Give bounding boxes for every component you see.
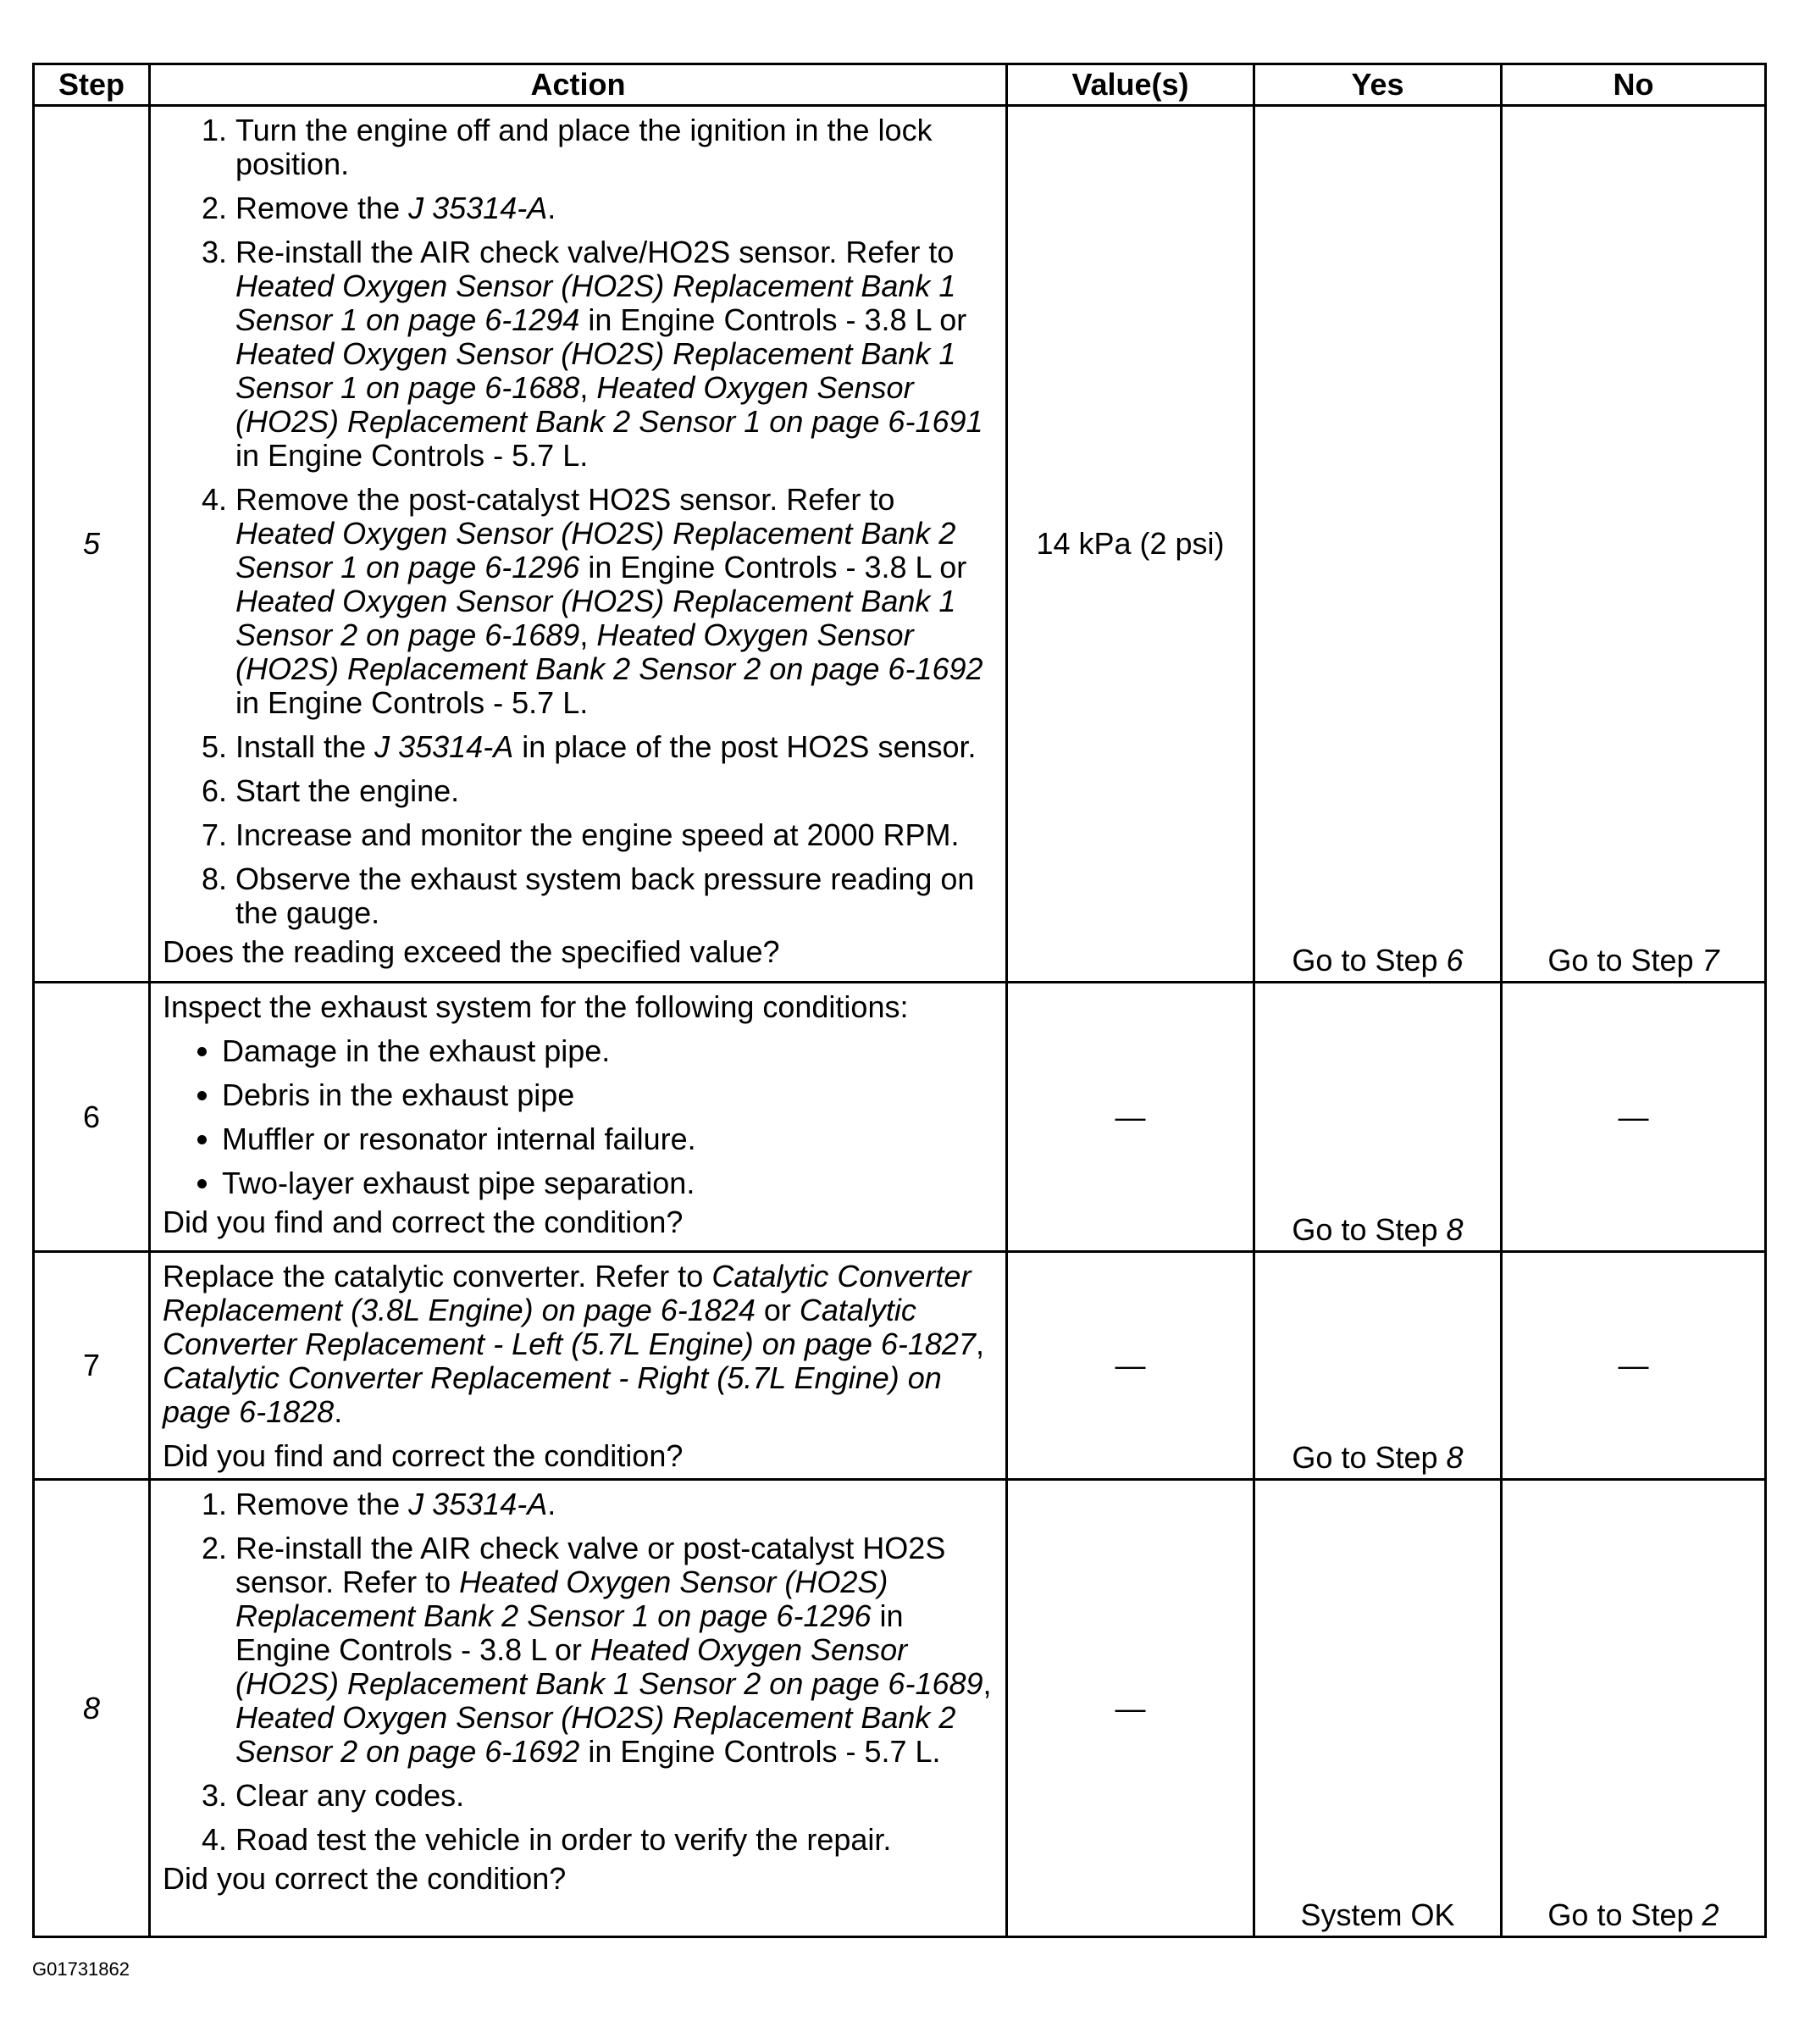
list-item: • Muffler or resonator internal failure. [222,1122,994,1156]
reference-link: Catalytic Converter Replacement (3.8L Engine) on page 6-1824 [163,1259,971,1327]
no-cell: — [1502,983,1766,1252]
table-row-step-7 [34,1252,1766,1480]
no-cell: Go to Step 2 [1502,1480,1766,1937]
action-list [163,1487,994,1857]
no-cell: — [1502,1252,1766,1480]
step-number: 6 [34,983,150,1252]
table-row-step-6 [34,983,1766,1252]
yes-cell: Go to Step 8 [1254,1252,1502,1480]
reference-link: Heated Oxygen Sensor (HO2S) Replacement Bank 2 Sensor 1 on page 6-1296 [235,516,956,584]
action-cell [150,1480,1007,1937]
list-item: 6. Start the engine. [235,774,994,808]
value-cell: 14 kPa (2 psi) [1007,106,1254,983]
list-item: 5. Install the J 35314-A in place of the post HO2S sensor. [235,730,994,764]
question-text: Does the reading exceed the specified value? [163,934,780,969]
value-cell: — [1007,1480,1254,1937]
header-values: Value(s) [1007,64,1254,106]
no-cell: Go to Step 7 [1502,106,1766,983]
reference-link: Heated Oxygen Sensor (HO2S) Replacement Bank 2 Sensor 2 on page 6-1692 [235,618,983,686]
reference-link: Heated Oxygen Sensor (HO2S) Replacement Bank 2 Sensor 1 on page 6-1296 [235,1565,888,1633]
yes-cell: System OK [1254,1480,1502,1937]
list-item: 8. Observe the exhaust system back pressure reading on the gauge. [235,862,994,930]
diagnostic-table [32,63,1767,1938]
list-item: • Debris in the exhaust pipe [222,1078,994,1112]
value-cell: — [1007,983,1254,1252]
header-yes: Yes [1254,64,1502,106]
action-cell [150,106,1007,983]
table-row-step-5 [34,106,1766,983]
table-row-step-8 [34,1480,1766,1937]
reference-link: Heated Oxygen Sensor (HO2S) Replacement Bank 2 Sensor 2 on page 6-1692 [235,1700,956,1769]
list-item: 2. Remove the J 35314-A. [235,191,994,225]
action-cell: Replace the catalytic converter. Refer to Catalytic Converter Replacement (3.8L Engine) on page 6-1824 or Catalytic Converter Replacement - Left (5.7L Engine) on page 6-1827, Catalytic Converter Replacement - Right (5.7L Engine) on page 6-1828. Did you find and correct the condition? [150,1252,1007,1480]
reference-link: Catalytic Converter Replacement - Left (5.7L Engine) on page 6-1827 [163,1293,976,1361]
list-item: • Two-layer exhaust pipe separation. [222,1166,994,1200]
header-action: Action [150,64,1007,106]
intro-text: Inspect the exhaust system for the following conditions: [163,989,909,1024]
reference-link: Heated Oxygen Sensor (HO2S) Replacement Bank 1 Sensor 1 on page 6-1688 [235,336,956,405]
header-row [34,64,1766,106]
list-item: 2. Re-install the AIR check valve or post-catalyst HO2S sensor. Refer to Heated Oxygen Sensor (HO2S) Replacement Bank 2 Sensor 1 on page 6-1296 in Engine Controls - 3.8 L or Heated Oxygen Sensor (HO2S) Replacement Bank 1 Sensor 2 on page 6-1689, Heated Oxygen Sensor (HO2S) Replacement Bank 2 Sensor 2 on page 6-1692 in Engine Controls - 5.7 L. [235,1532,994,1769]
figure-id: G01731862 [32,1958,130,1980]
question-text: Did you find and correct the condition? [163,1438,684,1473]
yes-cell: Go to Step 8 [1254,983,1502,1252]
question-text: Did you find and correct the condition? [163,1205,684,1239]
list-item: 1. Turn the engine off and place the ignition in the lock position. [235,114,994,181]
yes-cell: Go to Step 6 [1254,106,1502,983]
value-cell: — [1007,1252,1254,1480]
step-number: 8 [34,1480,150,1937]
action-cell [150,983,1007,1252]
list-item: 7. Increase and monitor the engine speed at 2000 RPM. [235,818,994,852]
list-item: • Damage in the exhaust pipe. [222,1034,994,1068]
reference-link: Heated Oxygen Sensor (HO2S) Replacement Bank 2 Sensor 1 on page 6-1691 [235,370,983,439]
reference-link: Catalytic Converter Replacement - Right (5.7L Engine) on page 6-1828 [163,1360,942,1429]
step-number: 7 [34,1252,150,1480]
header-step: Step [34,64,150,106]
reference-link: Heated Oxygen Sensor (HO2S) Replacement Bank 1 Sensor 2 on page 6-1689 [235,584,956,652]
list-item: 1. Remove the J 35314-A. [235,1487,994,1521]
list-item: 3. Clear any codes. [235,1779,994,1813]
question-text: Did you correct the condition? [163,1861,567,1896]
reference-link: Heated Oxygen Sensor (HO2S) Replacement Bank 1 Sensor 1 on page 6-1294 [235,269,956,337]
action-list [163,114,994,930]
list-item: 4. Road test the vehicle in order to verify the repair. [235,1823,994,1857]
list-item: 4. Remove the post-catalyst HO2S sensor. Refer to Heated Oxygen Sensor (HO2S) Replacement Bank 2 Sensor 1 on page 6-1296 in Engine Controls - 3.8 L or Heated Oxygen Sensor (HO2S) Replacement Bank 1 Sensor 2 on page 6-1689, Heated Oxygen Sensor (HO2S) Replacement Bank 2 Sensor 2 on page 6-1692 in Engine Controls - 5.7 L. [235,483,994,720]
condition-list [163,1034,994,1200]
step-number: 5 [34,106,150,983]
reference-link: Heated Oxygen Sensor (HO2S) Replacement Bank 1 Sensor 2 on page 6-1689 [235,1632,983,1701]
header-no: No [1502,64,1766,106]
list-item: 3. Re-install the AIR check valve/HO2S sensor. Refer to Heated Oxygen Sensor (HO2S) Replacement Bank 1 Sensor 1 on page 6-1294 in Engine Controls - 3.8 L or Heated Oxygen Sensor (HO2S) Replacement Bank 1 Sensor 1 on page 6-1688, Heated Oxygen Sensor (HO2S) Replacement Bank 2 Sensor 1 on page 6-1691 in Engine Controls - 5.7 L. [235,235,994,473]
